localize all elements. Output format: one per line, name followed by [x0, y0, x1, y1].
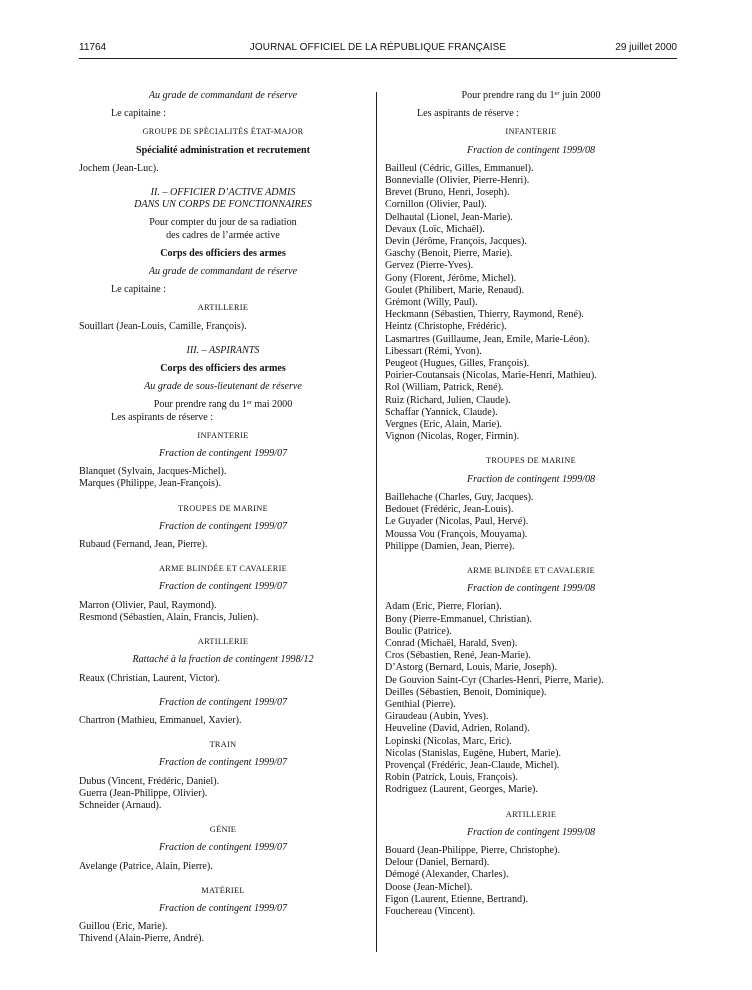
name-entry: Le Guyader (Nicolas, Paul, Hervé).: [385, 516, 529, 528]
fraction-heading: Fraction de contingent 1999/07: [158, 902, 288, 914]
name-entry: Doose (Jean-Michel).: [385, 881, 473, 893]
name-entry: Schaffar (Yannick, Claude).: [385, 406, 498, 418]
arm-heading: INFANTERIE: [505, 127, 557, 137]
fraction-heading: Fraction de contingent 1999/07: [158, 520, 288, 532]
arm-heading: ARME BLINDÉE ET CAVALERIE: [466, 565, 596, 575]
fraction-heading: Rattaché à la fraction de contingent 1998/12: [132, 654, 314, 666]
section-note-cont: des cadres de l’armée active: [166, 229, 280, 241]
name-entry: Blanquet (Sylvain, Jacques-Michel).: [79, 466, 227, 478]
column-divider: [376, 92, 377, 952]
grade-heading: Au grade de sous-lieutenant de réserve: [144, 381, 302, 393]
name-entry: Cros (Sébastien, René, Jean-Marie).: [385, 650, 531, 662]
name-entry: Fouchereau (Vincent).: [385, 905, 476, 917]
name-entry: Heintz (Christophe, Frédéric).: [385, 321, 507, 333]
name-entry: Delour (Daniel, Bernard).: [385, 857, 490, 869]
name-entry: Gaschy (Benoit, Pierre, Marie).: [385, 248, 513, 260]
fraction-heading: Fraction de contingent 1999/08: [466, 826, 596, 838]
name-entry: De Gouvion Saint-Cyr (Charles-Henri, Pierre, Marie).: [385, 674, 604, 686]
name-entry: Peugeot (Hugues, Gilles, François).: [385, 358, 530, 370]
name-list: [385, 845, 677, 918]
rank-date: Pour prendre rang du 1er mai 2000: [153, 399, 293, 411]
rank-label: Le capitaine :: [111, 284, 166, 296]
fraction-heading: Fraction de contingent 1999/07: [158, 696, 288, 708]
name-entry: Figon (Laurent, Etienne, Bertrand).: [385, 893, 528, 905]
name-entry: Bailleul (Cédric, Gilles, Emmanuel).: [385, 162, 534, 174]
fraction-heading: Fraction de contingent 1999/08: [466, 473, 596, 485]
name-entry: Rol (William, Patrick, René).: [385, 382, 504, 394]
rank-date: Pour prendre rang du 1er juin 2000: [461, 90, 601, 101]
name-list: [385, 601, 677, 796]
name-entry: Guillou (Eric, Marie).: [79, 921, 168, 933]
name-list: [385, 492, 677, 553]
rank-label: Le capitaine :: [111, 108, 166, 120]
fraction-heading: Fraction de contingent 1999/07: [158, 581, 288, 593]
name-entry: Dubus (Vincent, Frédéric, Daniel).: [79, 775, 220, 787]
name-list: [385, 163, 677, 444]
name-entry: Schneider (Arnaud).: [79, 799, 162, 811]
name-entry: Delhautal (Lionel, Jean-Marie).: [385, 211, 513, 223]
header-rule: [79, 58, 677, 59]
name-entry: Reaux (Christian, Laurent, Victor).: [79, 672, 221, 684]
name-entry: Démogé (Alexander, Charles).: [385, 869, 509, 881]
name-entry: Vergnes (Eric, Alain, Marie).: [385, 419, 502, 431]
name-entry: Marron (Olivier, Paul, Raymond).: [79, 599, 217, 611]
name-entry: Cornillon (Olivier, Paul).: [385, 199, 487, 211]
name-entry: Grémont (Willy, Paul).: [385, 297, 478, 309]
name-entry: Lasmartres (Guillaume, Jean, Emile, Marie-Léon).: [385, 333, 590, 345]
page-header: [79, 42, 677, 58]
name-entry: Bonnevialle (Olivier, Pierre-Henri).: [385, 175, 530, 187]
name-entry: Moussa Vou (François, Mouyama).: [385, 528, 528, 540]
name-entry: Brevet (Bruno, Henri, Joseph).: [385, 187, 510, 199]
grade-heading: Au grade de commandant de réserve: [148, 90, 298, 101]
arm-heading: ARME BLINDÉE ET CAVALERIE: [158, 564, 288, 574]
right-column: [385, 90, 677, 918]
fraction-heading: Fraction de contingent 1999/07: [158, 448, 288, 460]
section-title: II. – OFFICIER D’ACTIVE ADMIS: [150, 187, 296, 199]
arm-heading: INFANTERIE: [197, 430, 249, 440]
group-heading: GROUPE DE SPÉCIALITÉS ÉTAT-MAJOR: [142, 127, 304, 137]
name-entry: Heckmann (Sébastien, Thierry, Raymond, René).: [385, 309, 584, 321]
name-entry: Guerra (Jean-Philippe, Olivier).: [79, 787, 208, 799]
issue-date: 29 juillet 2000: [615, 42, 677, 53]
aspirants-label: Les aspirants de réserve :: [111, 411, 214, 423]
journal-title: JOURNAL OFFICIEL DE LA RÉPUBLIQUE FRANÇAISE: [249, 42, 507, 53]
arm-heading: ARTILLERIE: [505, 809, 557, 819]
corps-heading: Corps des officiers des armes: [160, 247, 286, 259]
page-number: 11764: [79, 42, 107, 53]
aspirants-label: Les aspirants de réserve :: [417, 108, 520, 120]
name-entry: Poirier-Coutansais (Nicolas, Marie-Henri, Mathieu).: [385, 370, 597, 382]
arm-heading: ARTILLERIE: [197, 637, 249, 647]
name-entry: Bouard (Jean-Philippe, Pierre, Christophe).: [385, 844, 560, 856]
corps-heading: Corps des officiers des armes: [160, 363, 286, 375]
name-entry: Boulic (Patrice).: [385, 625, 452, 637]
arm-heading: MATÉRIEL: [201, 885, 245, 895]
name-entry: Lopinski (Nicolas, Marc, Eric).: [385, 735, 512, 747]
grade-heading: Au grade de commandant de réserve: [148, 266, 298, 278]
name-entry: Provençal (Frédéric, Jean-Claude, Michel).: [385, 759, 560, 771]
left-column: [79, 90, 367, 946]
speciality-heading: Spécialité administration et recrutement: [136, 144, 310, 156]
name-entry: Resmond (Sébastien, Alain, Francis, Julien).: [79, 611, 259, 623]
name-entry: Genthial (Pierre).: [385, 698, 456, 710]
name-entry: Gony (Florent, Jérôme, Michel).: [385, 272, 517, 284]
name-entry: Rubaud (Fernand, Jean, Pierre).: [79, 539, 208, 551]
name-entry: Souillart (Jean-Louis, Camille, François).: [79, 320, 247, 332]
fraction-heading: Fraction de contingent 1999/07: [158, 842, 288, 854]
name-entry: Philippe (Damien, Jean, Pierre).: [385, 540, 515, 552]
name-entry: Robin (Patrick, Louis, François).: [385, 772, 518, 784]
name-entry: Deilles (Sébastien, Benoit, Dominique).: [385, 686, 547, 698]
arm-heading: ARTILLERIE: [197, 303, 249, 313]
name-entry: D’Astorg (Bernard, Louis, Marie, Joseph).: [385, 662, 557, 674]
fraction-heading: Fraction de contingent 1999/07: [158, 757, 288, 769]
name-entry: Gervez (Pierre-Yves).: [385, 260, 474, 272]
name-entry: Heuveline (David, Adrien, Roland).: [385, 723, 530, 735]
name-entry: Baillehache (Charles, Guy, Jacques).: [385, 491, 534, 503]
name-entry: Devin (Jérôme, François, Jacques).: [385, 236, 527, 248]
arm-heading: TROUPES DE MARINE: [486, 456, 576, 466]
name-entry: Rodriguez (Laurent, Georges, Marie).: [385, 784, 538, 796]
name-entry: Adam (Eric, Pierre, Florian).: [385, 601, 502, 613]
section-title: III. – ASPIRANTS: [186, 344, 260, 356]
name-entry: Avelange (Patrice, Alain, Pierre).: [79, 860, 213, 872]
arm-heading: TRAIN: [209, 740, 237, 750]
name-entry: Goulet (Philibert, Marie, Renaud).: [385, 284, 525, 296]
name-entry: Marques (Philippe, Jean-François).: [79, 478, 221, 490]
name-entry: Giraudeau (Aubin, Yves).: [385, 711, 489, 723]
name-entry: Conrad (Michaël, Harald, Sven).: [385, 637, 518, 649]
name-entry: Thivend (Alain-Pierre, André).: [79, 933, 205, 945]
name-entry: Bedouet (Frédéric, Jean-Louis).: [385, 504, 514, 516]
name-entry: Libessart (Rémi, Yvon).: [385, 345, 482, 357]
arm-heading: TROUPES DE MARINE: [178, 503, 268, 513]
name-entry: Ruiz (Richard, Julien, Claude).: [385, 394, 511, 406]
fraction-heading: Fraction de contingent 1999/08: [466, 583, 596, 595]
name-entry: Jochem (Jean-Luc).: [79, 162, 159, 174]
name-entry: Chartron (Mathieu, Emmanuel, Xavier).: [79, 714, 242, 726]
section-title-cont: DANS UN CORPS DE FONCTIONNAIRES: [134, 199, 312, 211]
name-entry: Nicolas (Stanislas, Eugène, Hubert, Marie).: [385, 747, 562, 759]
name-entry: Vignon (Nicolas, Roger, Firmin).: [385, 431, 520, 443]
name-entry: Devaux (Loïc, Michaël).: [385, 223, 485, 235]
section-note: Pour compter du jour de sa radiation: [149, 217, 297, 229]
fraction-heading: Fraction de contingent 1999/08: [466, 144, 596, 156]
name-entry: Bony (Pierre-Emmanuel, Christian).: [385, 613, 532, 625]
arm-heading: GÉNIE: [209, 825, 237, 835]
